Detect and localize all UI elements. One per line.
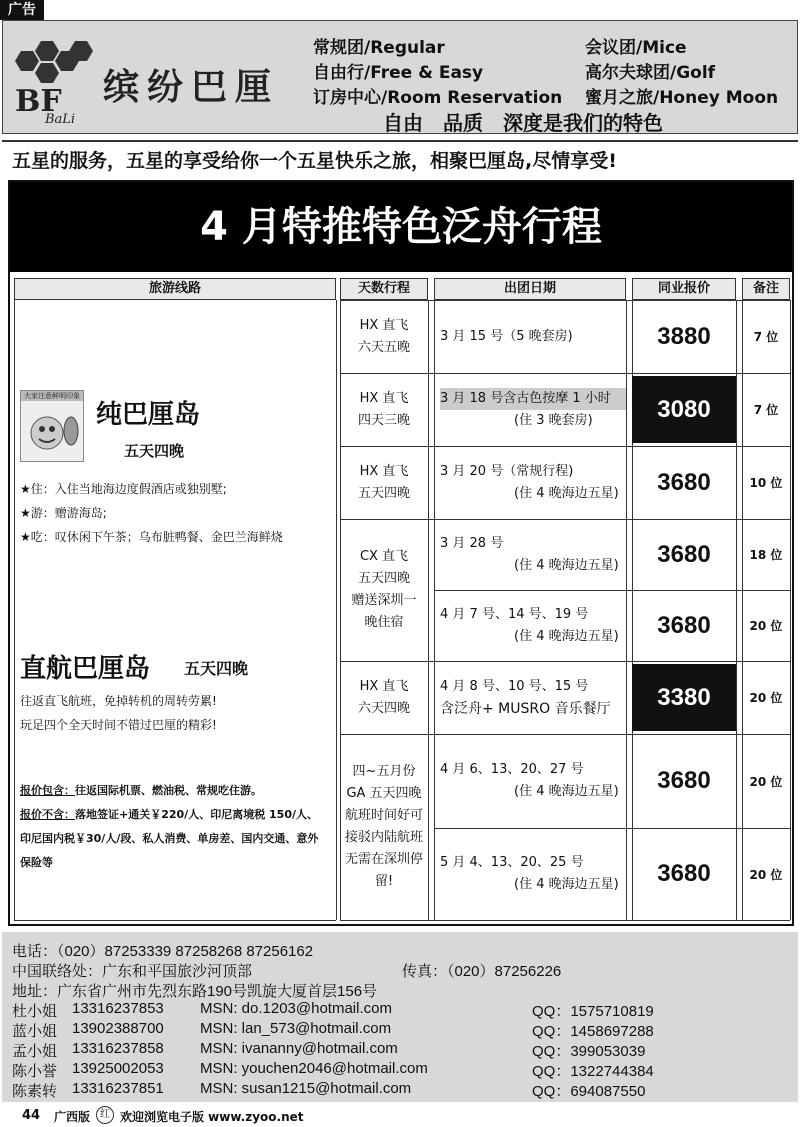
office: 中国联络处：广东和平国旅沙河顶部 — [12, 963, 253, 980]
days-cell — [340, 734, 428, 920]
date-cell — [434, 446, 626, 519]
days-text: 四~五月份 — [352, 764, 416, 779]
date-text: 3 月 28 号 — [440, 535, 504, 551]
price-cell: 3880 — [657, 322, 711, 350]
contact-name: 陈小誉 — [12, 1063, 58, 1080]
contact-qq: QQ：694087550 — [532, 1083, 646, 1100]
slogan: 自由 品质 深度是我们的特色 — [383, 111, 663, 135]
page-bar — [0, 1104, 800, 1127]
contact-tel: 13316237858 — [72, 1040, 164, 1057]
contact-msn: MSN: lan_573@hotmail.com — [200, 1020, 392, 1037]
row-divider — [14, 920, 336, 921]
date-text: 4 月 8 号、10 号、15 号 — [440, 678, 589, 694]
contact-qq: QQ：1458697288 — [532, 1023, 654, 1040]
days-text: 无需在深圳停 — [344, 852, 423, 867]
service-honey-moon: 蜜月之旅/Honey Moon — [585, 88, 779, 108]
col-divider — [626, 300, 627, 920]
col-divider — [428, 300, 429, 920]
date-text: 4 月 6、13、20、27 号 — [440, 762, 584, 777]
note-cell: 20 位 — [749, 619, 783, 633]
service-free-easy: 自由行/Free & Easy — [313, 63, 484, 83]
days-text: 五天四晚 — [357, 485, 410, 501]
route-mascot — [20, 390, 84, 462]
date-text: 3 月 15 号（5 晚套房) — [440, 328, 573, 344]
contact-name: 蓝小姐 — [12, 1023, 58, 1040]
mascot-icon — [21, 401, 83, 461]
svg-text:BF: BF — [15, 84, 62, 119]
date-cell — [434, 828, 626, 920]
date-text: 5 月 4、13、20、25 号 — [440, 855, 584, 870]
route1-item: ★吃：叹休闲下午茶；乌布脏鸭餐、金巴兰海鲜烧 — [20, 530, 283, 544]
note-cell: 18 位 — [749, 548, 783, 562]
exclude-label: 报价不含： — [20, 808, 75, 821]
date-cell — [434, 734, 626, 828]
date-text: 3 月 18 号含古色按摩 1 小时 — [440, 388, 626, 410]
price-cell: 3680 — [657, 611, 711, 639]
logo-badge-icon: 红 — [96, 1106, 114, 1124]
date-cell — [434, 373, 626, 446]
days-text: 五天四晚 — [357, 571, 410, 586]
days-text: CX 直飞 — [359, 549, 409, 564]
price-exclude — [20, 804, 318, 826]
days-text: 赠送深圳一 — [351, 593, 417, 608]
itinerary-box — [8, 180, 794, 926]
days-text: HX 直飞 — [359, 678, 409, 694]
date-cell — [434, 590, 626, 661]
days-cell — [340, 519, 428, 661]
banner-title: 4 月特推特色泛舟行程 — [10, 182, 792, 272]
ad-tag: 广告 — [0, 0, 44, 20]
days-text: 六天四晚 — [357, 700, 410, 716]
days-text: 留! — [374, 874, 394, 889]
fax: 传真：（020）87256226 — [402, 963, 562, 980]
route1-title: 纯巴厘岛 — [96, 400, 201, 430]
col-divider — [14, 300, 15, 920]
price-include — [20, 780, 262, 802]
route1-item: ★游：赠游海岛; — [20, 506, 107, 520]
contact-tel: 13902388700 — [72, 1020, 164, 1037]
days-cell — [340, 300, 428, 373]
address: 地址：广东省广州市先烈东路190号凯旋大厦首层156号 — [12, 983, 378, 1000]
days-text: HX 直飞 — [359, 390, 409, 406]
contact-qq: QQ：399053039 — [532, 1043, 646, 1060]
contact-name: 杜小姐 — [12, 1003, 58, 1020]
service-room-reservation: 订房中心/Room Reservation — [313, 88, 563, 108]
date-subtext: (住 4 晚海边五星) — [514, 784, 619, 799]
contact-tel: 13316237853 — [72, 1000, 164, 1017]
note-cell: 20 位 — [749, 867, 783, 882]
date-subtext: 含泛舟+ MUSRO 音乐餐厅 — [440, 700, 611, 717]
days-text: 晚住宿 — [364, 615, 404, 630]
days-cell — [340, 373, 428, 446]
date-cell — [434, 300, 626, 373]
date-text: 4 月 7 号、14 号、19 号 — [440, 606, 589, 622]
svg-text:BaLi: BaLi — [45, 112, 76, 125]
contact-msn: MSN: susan1215@hotmail.com — [200, 1080, 412, 1097]
contact-tel: 13316237851 — [72, 1080, 164, 1097]
brand-logo-icon — [11, 39, 97, 125]
header — [2, 20, 798, 134]
days-text: 航班时间好可 — [344, 808, 423, 823]
phone: 电话：（020）87253339 87258268 87256162 — [12, 943, 314, 960]
date-cell — [434, 519, 626, 590]
note-cell: 10 位 — [749, 476, 783, 490]
include-label: 报价包含： — [20, 784, 75, 797]
price-cell: 3680 — [657, 468, 711, 496]
header-route: 旅游线路 — [14, 278, 336, 300]
include-text: 往返国际机票、燃油税、常规吃住游。 — [75, 784, 262, 797]
service-regular: 常规团/Regular — [313, 38, 445, 58]
price-exclude-line3: 保险等 — [20, 856, 53, 869]
row-divider — [340, 920, 790, 921]
note-cell: 7 位 — [753, 330, 779, 344]
header-dates: 出团日期 — [434, 278, 626, 300]
price-cell: 3680 — [657, 860, 711, 887]
days-text: 接驳内陆航班 — [344, 830, 423, 845]
col-divider — [790, 300, 791, 920]
header-price: 同业报价 — [632, 278, 736, 300]
days-cell — [340, 446, 428, 519]
contact-qq: QQ：1575710819 — [532, 1003, 654, 1020]
price-cell: 3680 — [657, 767, 711, 794]
page-number: 44 — [22, 1108, 41, 1123]
route2-item: 玩足四个全天时间不错过巴厘的精彩! — [20, 718, 217, 732]
route1-item: ★住：入住当地海边度假酒店或独别墅; — [20, 482, 227, 496]
note-cell: 7 位 — [753, 403, 779, 417]
service-golf: 高尔夫球团/Golf — [585, 63, 716, 83]
brand-name: 缤纷巴厘 — [103, 66, 280, 108]
mascot-badge: 大家注意鲜明印象 — [21, 391, 83, 401]
date-subtext: (住 4 晚海边五星) — [514, 877, 619, 892]
exclude-text: 落地签证+通关￥220/人、印尼离境税 150/人、 — [75, 808, 319, 821]
route2-subtitle: 五天四晚 — [184, 659, 249, 678]
col-divider — [736, 300, 737, 920]
date-subtext: (住 4 晚海边五星) — [514, 628, 619, 644]
route2-title: 直航巴厘岛 — [20, 654, 151, 684]
contact-name: 孟小姐 — [12, 1043, 58, 1060]
route2-item: 往返直飞航班，免掉转机的周转劳累! — [20, 694, 217, 708]
days-cell — [340, 661, 428, 734]
note-cell: 20 位 — [749, 774, 783, 789]
contact-qq: QQ：1322744384 — [532, 1063, 654, 1080]
date-text: 3 月 20 号（常规行程) — [440, 463, 574, 479]
price-cell: 3680 — [657, 540, 711, 568]
header-note: 备注 — [742, 278, 790, 300]
contact-name: 陈素转 — [12, 1083, 58, 1100]
contact-tel: 13925002053 — [72, 1060, 164, 1077]
price-exclude-line2: 印尼国内税￥30/人/段、私人消费、单房差、国内交通、意外 — [20, 832, 319, 845]
days-text: 六天五晚 — [357, 339, 410, 355]
col-divider — [336, 300, 337, 920]
contact-msn: MSN: do.1203@hotmail.com — [200, 1000, 392, 1017]
tagline: 五星的服务，五星的享受给你一个五星快乐之旅，相聚巴厘岛,尽情享受! — [2, 140, 798, 180]
page-section: 广西版 — [54, 1110, 91, 1124]
date-cell — [434, 661, 626, 734]
date-subtext: (住 4 晚海边五星) — [514, 485, 619, 501]
header-days: 天数行程 — [340, 278, 428, 300]
days-text: GA 五天四晚 — [346, 786, 422, 801]
date-subtext: (住 3 晚套房) — [514, 412, 593, 428]
page-site: 欢迎浏览电子版 www.zyoo.net — [120, 1110, 304, 1124]
contact-msn: MSN: youchen2046@hotmail.com — [200, 1060, 428, 1077]
contact-msn: MSN: ivananny@hotmail.com — [200, 1040, 398, 1057]
price-cell: 3080 — [632, 376, 736, 443]
days-text: HX 直飞 — [359, 317, 409, 333]
date-subtext: (住 4 晚海边五星) — [514, 557, 619, 573]
service-mice: 会议团/Mice — [585, 38, 687, 58]
price-cell: 3380 — [632, 664, 736, 731]
note-cell: 20 位 — [749, 691, 783, 705]
days-text: 四天三晚 — [357, 412, 410, 428]
route1-subtitle: 五天四晚 — [124, 442, 185, 460]
days-text: HX 直飞 — [359, 463, 409, 479]
contact-footer — [2, 932, 798, 1102]
